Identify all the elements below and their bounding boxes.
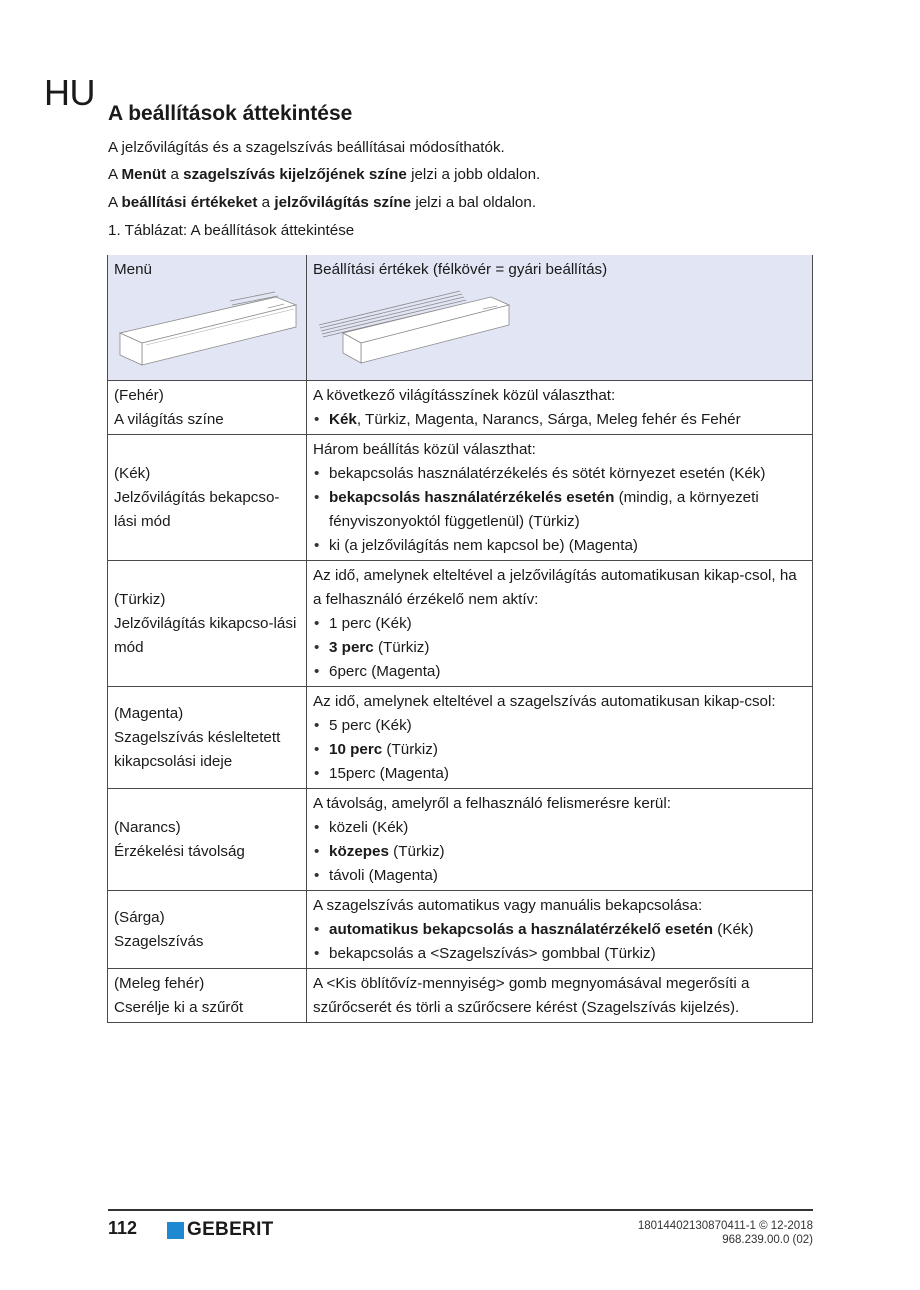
option-text: bekapcsolás a <Szagelszívás> gombbal (Türkiz) <box>329 945 656 962</box>
menu-color: (Kék) <box>114 465 151 482</box>
options-list <box>313 918 806 966</box>
menu-cell <box>108 969 307 1023</box>
menu-color: (Sárga) <box>114 909 165 926</box>
menu-cell <box>108 381 307 435</box>
values-intro: A <Kis öblítővíz-mennyiség> gomb megnyomásával megerősíti a szűrőcserét és törli a szűrőcsere kérést (Szagelszívás kijelzés). <box>313 975 750 1016</box>
brand-name: GEBERIT <box>187 1219 274 1240</box>
option-text: bekapcsolás használatérzékelés és sötét környezet esetén (Kék) <box>329 465 766 482</box>
values-intro: A távolság, amelyről a felhasználó felismerésre kerül: <box>313 795 671 812</box>
option-item <box>313 942 806 966</box>
geberit-logo <box>167 1219 274 1241</box>
options-list <box>313 714 806 786</box>
option-text: (mindig, a környezeti fényviszonyoktól függetlenül) (Türkiz) <box>329 489 759 530</box>
option-item <box>313 612 806 636</box>
odor-extraction-unit-icon <box>118 281 298 371</box>
page-title: A beállítások áttekintése <box>108 102 353 125</box>
default-value: 10 perc <box>329 741 383 758</box>
default-value: közepes <box>329 843 389 860</box>
intro-paragraph-1: A jelzővilágítás és a szagelszívás beállításai módosíthatók. <box>108 139 505 156</box>
options-list <box>313 816 806 888</box>
text-run: a <box>166 166 184 183</box>
option-item <box>313 636 806 660</box>
table-row <box>108 969 813 1023</box>
text-run: A <box>108 166 122 183</box>
menu-label: Jelzővilágítás kikapcso-lási mód <box>114 615 297 656</box>
default-value: 3 perc <box>329 639 374 656</box>
options-list <box>313 408 806 432</box>
menu-color: (Narancs) <box>114 819 181 836</box>
menu-color: (Fehér) <box>114 387 164 404</box>
options-list <box>313 462 806 558</box>
values-cell <box>307 561 813 687</box>
option-text: (Türkiz) <box>373 639 430 656</box>
menu-label: Cserélje ki a szűrőt <box>114 999 244 1016</box>
default-value: bekapcsolás használatérzékelés esetén <box>329 489 615 506</box>
text-run: jelzi a bal oldalon. <box>411 194 537 211</box>
values-cell <box>307 789 813 891</box>
menu-cell <box>108 561 307 687</box>
values-cell <box>307 891 813 969</box>
option-text: (Türkiz) <box>388 843 445 860</box>
logo-square-icon <box>167 1222 184 1239</box>
text-run: jelzi a jobb oldalon. <box>406 166 541 183</box>
option-item <box>313 738 806 762</box>
menu-color: (Magenta) <box>114 705 184 722</box>
table-row <box>108 381 813 435</box>
values-cell <box>307 381 813 435</box>
menu-label: Jelzővilágítás bekapcso-lási mód <box>114 489 280 530</box>
intro-paragraph-3 <box>108 194 536 211</box>
option-item <box>313 762 806 786</box>
option-text: 5 perc (Kék) <box>329 717 412 734</box>
option-item <box>313 918 806 942</box>
menu-cell <box>108 687 307 789</box>
values-intro: A szagelszívás automatikus vagy manuális bekapcsolása: <box>313 897 703 914</box>
bold-term: szagelszívás kijelzőjének színe <box>183 166 407 183</box>
values-cell <box>307 969 813 1023</box>
menu-cell <box>108 435 307 561</box>
values-intro: Három beállítás közül választhat: <box>313 441 536 458</box>
option-item <box>313 816 806 840</box>
header-cell-menu <box>108 255 307 381</box>
options-list <box>313 612 806 684</box>
option-text: , Türkiz, Magenta, Narancs, Sárga, Meleg fehér és Fehér <box>356 411 741 428</box>
table-caption: 1. Táblázat: A beállítások áttekintése <box>108 222 355 239</box>
option-text: távoli (Magenta) <box>329 867 438 884</box>
document-code: 968.239.00.0 (02) <box>722 1234 813 1246</box>
values-cell <box>307 435 813 561</box>
document-id: 18014402130870411-1 © 12-2018 <box>637 1220 813 1232</box>
values-intro: Az idő, amelynek elteltével a szagelszívás automatikusan kikap-csol: <box>313 693 776 710</box>
option-item <box>313 840 806 864</box>
option-item <box>313 534 806 558</box>
table-row <box>108 687 813 789</box>
table-row <box>108 789 813 891</box>
option-text: 6perc (Magenta) <box>329 663 441 680</box>
option-item <box>313 714 806 738</box>
settings-overview-table <box>107 255 813 1023</box>
document-reference <box>638 1219 813 1247</box>
bold-term: beállítási értékeket <box>121 194 258 211</box>
text-run: a <box>257 194 275 211</box>
menu-cell <box>108 789 307 891</box>
values-intro: Az idő, amelynek elteltével a jelzővilágítás automatikusan kikap-csol, ha a felhasználó érzékelő nem aktív: <box>313 567 797 608</box>
bold-term: jelzővilágítás színe <box>274 194 412 211</box>
menu-label: Érzékelési távolság <box>114 843 245 860</box>
option-text: közeli (Kék) <box>329 819 409 836</box>
menu-label: Szagelszívás késleltetett kikapcsolási ideje <box>114 729 281 770</box>
values-cell <box>307 687 813 789</box>
page-number: 112 <box>108 1218 138 1238</box>
table-row <box>108 561 813 687</box>
option-item <box>313 462 806 486</box>
text-run: A <box>108 194 122 211</box>
table-row <box>108 435 813 561</box>
menu-label: A világítás színe <box>114 411 224 428</box>
menu-cell <box>108 891 307 969</box>
option-text: 15perc (Magenta) <box>329 765 449 782</box>
table-header-row <box>108 255 813 381</box>
header-label-values: Beállítási értékek (félkövér = gyári beállítás) <box>313 261 608 278</box>
option-text: ki (a jelzővilágítás nem kapcsol be) (Magenta) <box>329 537 638 554</box>
option-text: 1 perc (Kék) <box>329 615 412 632</box>
footer-divider <box>108 1209 813 1211</box>
bold-term: Menüt <box>121 166 167 183</box>
option-item <box>313 864 806 888</box>
option-text: (Türkiz) <box>382 741 438 758</box>
orientation-light-unit-icon <box>315 281 515 371</box>
language-code: HU <box>44 72 95 113</box>
menu-color: (Türkiz) <box>114 591 166 608</box>
menu-color: (Meleg fehér) <box>114 975 205 992</box>
option-item <box>313 486 806 534</box>
values-intro: A következő világításszínek közül választhat: <box>313 387 616 404</box>
menu-label: Szagelszívás <box>114 933 204 950</box>
table-row <box>108 891 813 969</box>
header-label-menu: Menü <box>114 261 152 278</box>
default-value: automatikus bekapcsolás a használatérzékelő esetén <box>329 921 714 938</box>
intro-paragraph-2 <box>108 166 540 183</box>
default-value: Kék <box>329 411 357 428</box>
option-text: (Kék) <box>713 921 754 938</box>
option-item <box>313 408 806 432</box>
option-item <box>313 660 806 684</box>
header-cell-values <box>307 255 813 381</box>
